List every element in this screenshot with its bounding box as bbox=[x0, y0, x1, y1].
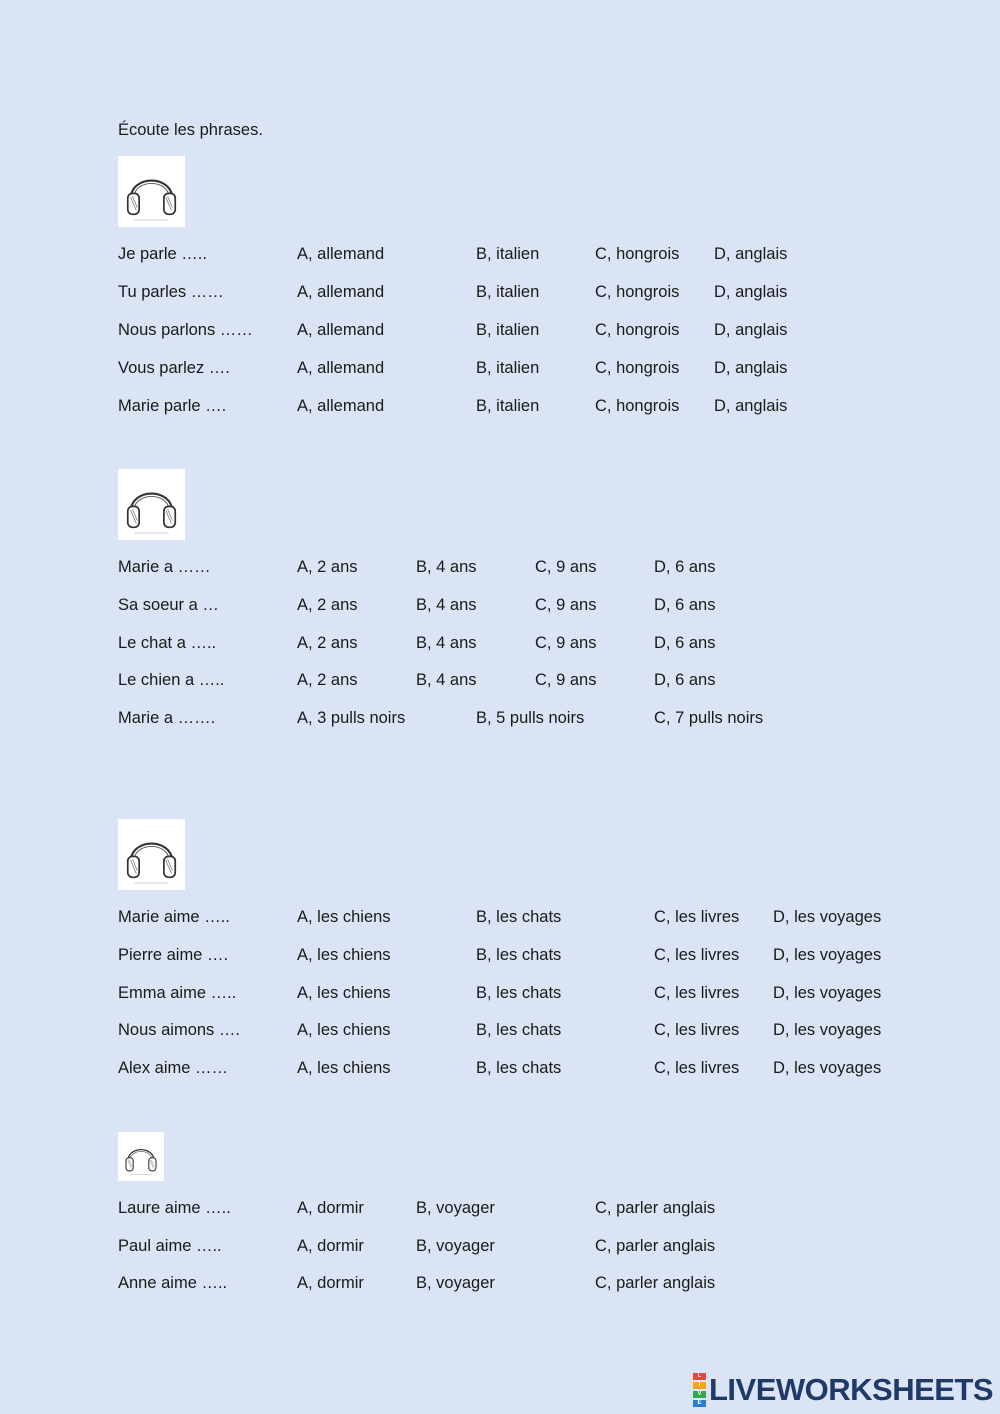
answer-option[interactable]: A, dormir bbox=[297, 1274, 364, 1292]
logo-mark-letter: L bbox=[693, 1373, 706, 1380]
answer-option[interactable]: B, les chats bbox=[476, 984, 562, 1002]
answer-option[interactable]: B, italien bbox=[476, 245, 540, 263]
logo-text: LIVEWORKSHEETS bbox=[709, 1372, 994, 1407]
answer-option[interactable]: B, italien bbox=[476, 321, 540, 339]
answer-option[interactable]: A, allemand bbox=[297, 321, 385, 339]
answer-option[interactable]: C, parler anglais bbox=[595, 1199, 716, 1217]
headphones-icon[interactable] bbox=[118, 1132, 164, 1181]
answer-option[interactable]: B, les chats bbox=[476, 946, 562, 964]
answer-option[interactable]: A, 2 ans bbox=[297, 596, 358, 614]
headphones-icon[interactable] bbox=[118, 819, 185, 890]
question-prompt: Nous aimons …. bbox=[118, 1021, 240, 1039]
answer-option[interactable]: B, voyager bbox=[416, 1199, 495, 1217]
answer-option[interactable]: D, anglais bbox=[714, 321, 788, 339]
question-prompt: Marie a ……. bbox=[118, 709, 216, 727]
answer-option[interactable]: D, 6 ans bbox=[654, 671, 716, 689]
answer-option[interactable]: C, les livres bbox=[654, 1021, 740, 1039]
headphones-icon[interactable] bbox=[118, 469, 185, 540]
question-prompt: Vous parlez …. bbox=[118, 359, 230, 377]
question-prompt: Anne aime ….. bbox=[118, 1274, 228, 1292]
answer-option[interactable]: B, 4 ans bbox=[416, 596, 477, 614]
answer-option[interactable]: C, les livres bbox=[654, 946, 740, 964]
answer-option[interactable]: C, 9 ans bbox=[535, 671, 597, 689]
answer-option[interactable]: C, 9 ans bbox=[535, 596, 597, 614]
answer-option[interactable]: D, anglais bbox=[714, 359, 788, 377]
answer-option[interactable]: D, 6 ans bbox=[654, 634, 716, 652]
answer-option[interactable]: A, dormir bbox=[297, 1237, 364, 1255]
question-prompt: Nous parlons …… bbox=[118, 321, 253, 339]
question-prompt: Le chat a ….. bbox=[118, 634, 217, 652]
answer-option[interactable]: C, parler anglais bbox=[595, 1237, 716, 1255]
answer-option[interactable]: A, allemand bbox=[297, 359, 385, 377]
answer-option[interactable]: B, italien bbox=[476, 397, 540, 415]
answer-option[interactable]: A, les chiens bbox=[297, 908, 391, 926]
answer-option[interactable]: B, voyager bbox=[416, 1274, 495, 1292]
answer-option[interactable]: A, 2 ans bbox=[297, 558, 358, 576]
answer-option[interactable]: D, 6 ans bbox=[654, 558, 716, 576]
logo-mark-letter: E bbox=[693, 1400, 706, 1407]
answer-option[interactable]: A, les chiens bbox=[297, 1059, 391, 1077]
answer-option[interactable]: A, 2 ans bbox=[297, 634, 358, 652]
answer-option[interactable]: A, 2 ans bbox=[297, 671, 358, 689]
question-prompt: Marie parle …. bbox=[118, 397, 227, 415]
answer-option[interactable]: B, voyager bbox=[416, 1237, 495, 1255]
answer-option[interactable]: B, italien bbox=[476, 359, 540, 377]
answer-option[interactable]: C, 7 pulls noirs bbox=[654, 709, 764, 727]
instruction-text: Écoute les phrases. bbox=[118, 121, 263, 139]
answer-option[interactable]: C, hongrois bbox=[595, 359, 680, 377]
answer-option[interactable]: B, 4 ans bbox=[416, 634, 477, 652]
answer-option[interactable]: C, parler anglais bbox=[595, 1274, 716, 1292]
answer-option[interactable]: C, hongrois bbox=[595, 283, 680, 301]
answer-option[interactable]: A, les chiens bbox=[297, 1021, 391, 1039]
logo-mark-letter: I bbox=[693, 1382, 706, 1389]
answer-option[interactable]: C, 9 ans bbox=[535, 634, 597, 652]
answer-option[interactable]: D, les voyages bbox=[773, 946, 882, 964]
answer-option[interactable]: D, 6 ans bbox=[654, 596, 716, 614]
answer-option[interactable]: A, dormir bbox=[297, 1199, 364, 1217]
answer-option[interactable]: B, 4 ans bbox=[416, 558, 477, 576]
answer-option[interactable]: A, allemand bbox=[297, 283, 385, 301]
answer-option[interactable]: B, 5 pulls noirs bbox=[476, 709, 585, 727]
question-prompt: Laure aime ….. bbox=[118, 1199, 231, 1217]
answer-option[interactable]: D, anglais bbox=[714, 283, 788, 301]
answer-option[interactable]: A, 3 pulls noirs bbox=[297, 709, 406, 727]
answer-option[interactable]: C, 9 ans bbox=[535, 558, 597, 576]
question-prompt: Je parle ….. bbox=[118, 245, 207, 263]
answer-option[interactable]: B, les chats bbox=[476, 1021, 562, 1039]
answer-option[interactable]: D, les voyages bbox=[773, 984, 882, 1002]
question-prompt: Tu parles …… bbox=[118, 283, 224, 301]
headphones-icon[interactable] bbox=[118, 156, 185, 227]
answer-option[interactable]: B, italien bbox=[476, 283, 540, 301]
answer-option[interactable]: B, les chats bbox=[476, 1059, 562, 1077]
answer-option[interactable]: D, les voyages bbox=[773, 1059, 882, 1077]
answer-option[interactable]: D, les voyages bbox=[773, 908, 882, 926]
question-prompt: Pierre aime …. bbox=[118, 946, 229, 964]
answer-option[interactable]: D, les voyages bbox=[773, 1021, 882, 1039]
answer-option[interactable]: D, anglais bbox=[714, 245, 788, 263]
liveworksheets-logo bbox=[693, 1372, 993, 1408]
logo-mark bbox=[693, 1372, 706, 1408]
question-prompt: Sa soeur a … bbox=[118, 596, 219, 614]
answer-option[interactable]: A, allemand bbox=[297, 245, 385, 263]
answer-option[interactable]: A, les chiens bbox=[297, 984, 391, 1002]
question-prompt: Paul aime ….. bbox=[118, 1237, 222, 1255]
question-prompt: Marie aime ….. bbox=[118, 908, 230, 926]
question-prompt: Emma aime ….. bbox=[118, 984, 237, 1002]
question-prompt: Marie a …… bbox=[118, 558, 211, 576]
answer-option[interactable]: C, hongrois bbox=[595, 397, 680, 415]
question-prompt: Le chien a ….. bbox=[118, 671, 225, 689]
answer-option[interactable]: C, les livres bbox=[654, 908, 740, 926]
answer-option[interactable]: C, hongrois bbox=[595, 245, 680, 263]
answer-option[interactable]: A, allemand bbox=[297, 397, 385, 415]
answer-option[interactable]: C, les livres bbox=[654, 984, 740, 1002]
answer-option[interactable]: B, 4 ans bbox=[416, 671, 477, 689]
question-prompt: Alex aime …… bbox=[118, 1059, 229, 1077]
answer-option[interactable]: A, les chiens bbox=[297, 946, 391, 964]
answer-option[interactable]: B, les chats bbox=[476, 908, 562, 926]
answer-option[interactable]: C, hongrois bbox=[595, 321, 680, 339]
answer-option[interactable]: C, les livres bbox=[654, 1059, 740, 1077]
logo-mark-letter: V bbox=[693, 1391, 706, 1398]
answer-option[interactable]: D, anglais bbox=[714, 397, 788, 415]
